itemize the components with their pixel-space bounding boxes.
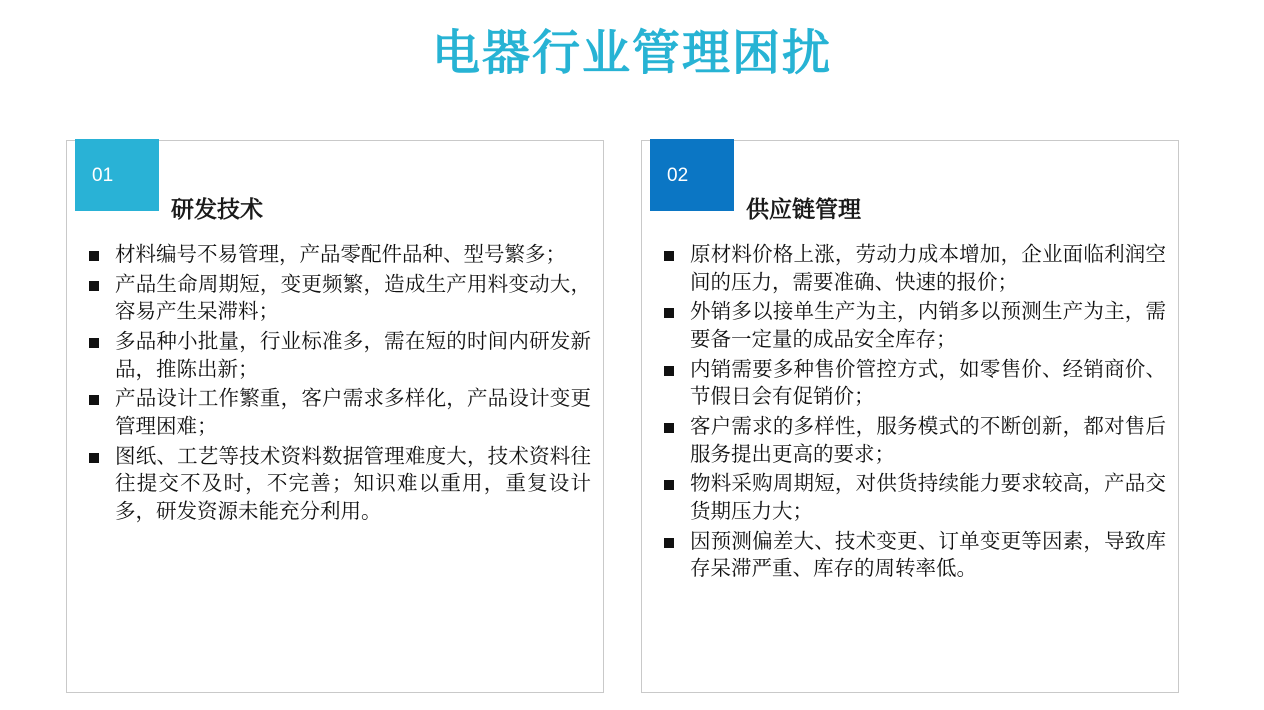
list-item: 多品种小批量，行业标准多，需在短的时间内研发新品，推陈出新； — [83, 328, 591, 383]
list-item: 内销需要多种售价管控方式，如零售价、经销商价、节假日会有促销价； — [658, 356, 1166, 411]
list-item: 因预测偏差大、技术变更、订单变更等因素，导致库存呆滞严重、库存的周转率低。 — [658, 528, 1166, 583]
card-research-development — [66, 140, 604, 693]
card-number-label: 01 — [92, 165, 114, 186]
list-item: 客户需求的多样性，服务模式的不断创新，都对售后服务提出更高的要求； — [658, 413, 1166, 468]
card-supply-chain-management — [641, 140, 1179, 693]
bullet-list — [83, 241, 591, 528]
card-heading: 研发技术 — [171, 196, 263, 222]
list-item: 材料编号不易管理，产品零配件品种、型号繁多； — [83, 241, 591, 269]
card-number-badge — [650, 139, 734, 211]
list-item: 图纸、工艺等技术资料数据管理难度大，技术资料往往提交不及时，不完善；知识难以重用，重复设计多，研发资源未能充分利用。 — [83, 443, 591, 526]
list-item: 产品生命周期短，变更频繁，造成生产用料变动大，容易产生呆滞料； — [83, 271, 591, 326]
card-number-badge — [75, 139, 159, 211]
list-item: 外销多以接单生产为主，内销多以预测生产为主，需要备一定量的成品安全库存； — [658, 298, 1166, 353]
list-item: 物料采购周期短，对供货持续能力要求较高，产品交货期压力大； — [658, 470, 1166, 525]
list-item: 产品设计工作繁重，客户需求多样化，产品设计变更管理困难； — [83, 385, 591, 440]
page-title: 电器行业管理困扰 — [431, 27, 832, 80]
list-item: 原材料价格上涨，劳动力成本增加，企业面临利润空间的压力，需要准确、快速的报价； — [658, 241, 1166, 296]
bullet-list — [658, 241, 1166, 585]
card-number-label: 02 — [667, 165, 689, 186]
card-heading: 供应链管理 — [746, 196, 861, 222]
